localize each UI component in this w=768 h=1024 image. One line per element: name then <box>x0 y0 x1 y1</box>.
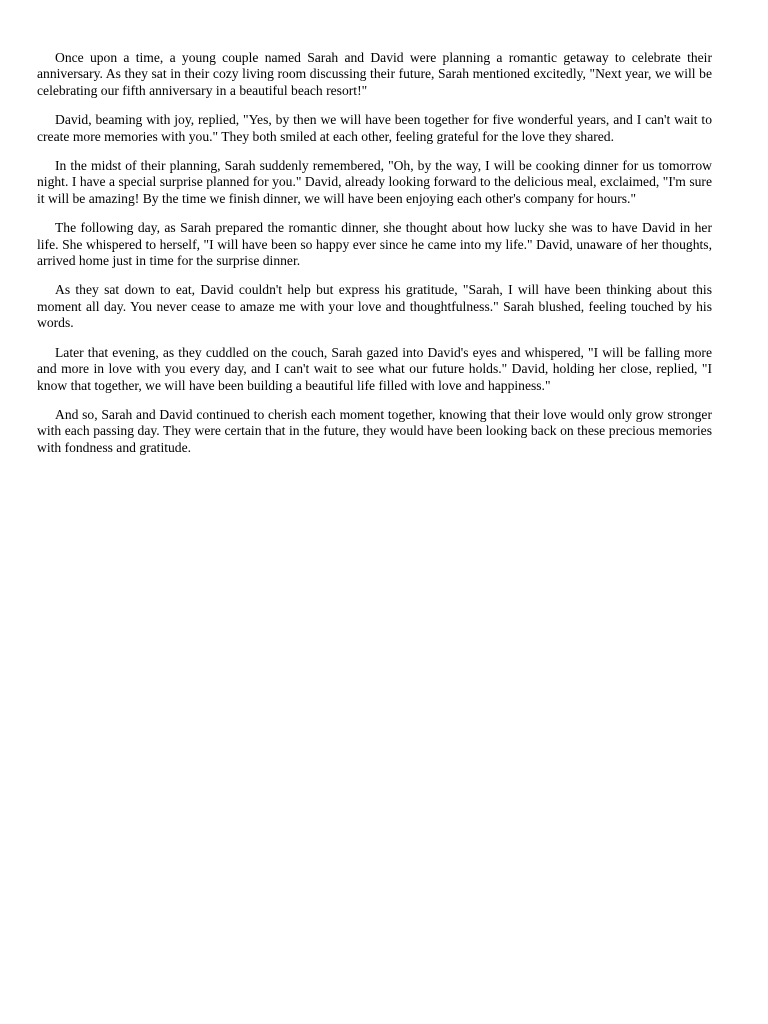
paragraph-5: As they sat down to eat, David couldn't help but express his gratitude, "Sarah, I will have been thinking about this moment all day. You never cease to amaze me with your love and thoughtfulness." Sarah blushed, feeling touched by his words. <box>37 282 712 331</box>
paragraph-1: Once upon a time, a young couple named Sarah and David were planning a romantic getaway to celebrate their anniversary. As they sat in their cozy living room discussing their future, Sarah mentioned excitedly, "Next year, we will be celebrating our fifth anniversary in a beautiful beach resort!" <box>37 50 712 98</box>
paragraph-2: David, beaming with joy, replied, "Yes, by then we will have been together for five wonderful years, and I can't wait to create more memories with you." They both smiled at each other, feeling grateful for the love they shared. <box>37 112 712 144</box>
paragraph-4: The following day, as Sarah prepared the romantic dinner, she thought about how lucky she was to have David in her life. She whispered to herself, "I will have been so happy ever since he came into my life." David, unaware of her thoughts, arrived home just in time for the surprise dinner. <box>37 220 712 269</box>
document-body <box>37 50 712 469</box>
paragraph-7: And so, Sarah and David continued to cherish each moment together, knowing that their love would only grow stronger with each passing day. They were certain that in the future, they would have been looking back on these precious memories with fondness and gratitude. <box>37 406 712 455</box>
paragraph-3: In the midst of their planning, Sarah suddenly remembered, "Oh, by the way, I will be cooking dinner for us tomorrow night. I have a special surprise planned for you." David, already looking forward to the delicious meal, exclaimed, "I'm sure it will be amazing! By the time we finish dinner, we will have been enjoying each other's company for hours." <box>37 158 712 206</box>
paragraph-6: Later that evening, as they cuddled on the couch, Sarah gazed into David's eyes and whispered, "I will be falling more and more in love with you every day, and I can't wait to see what our future holds." David, holding her close, replied, "I know that together, we will have been building a beautiful life filled with love and happiness." <box>37 344 712 393</box>
